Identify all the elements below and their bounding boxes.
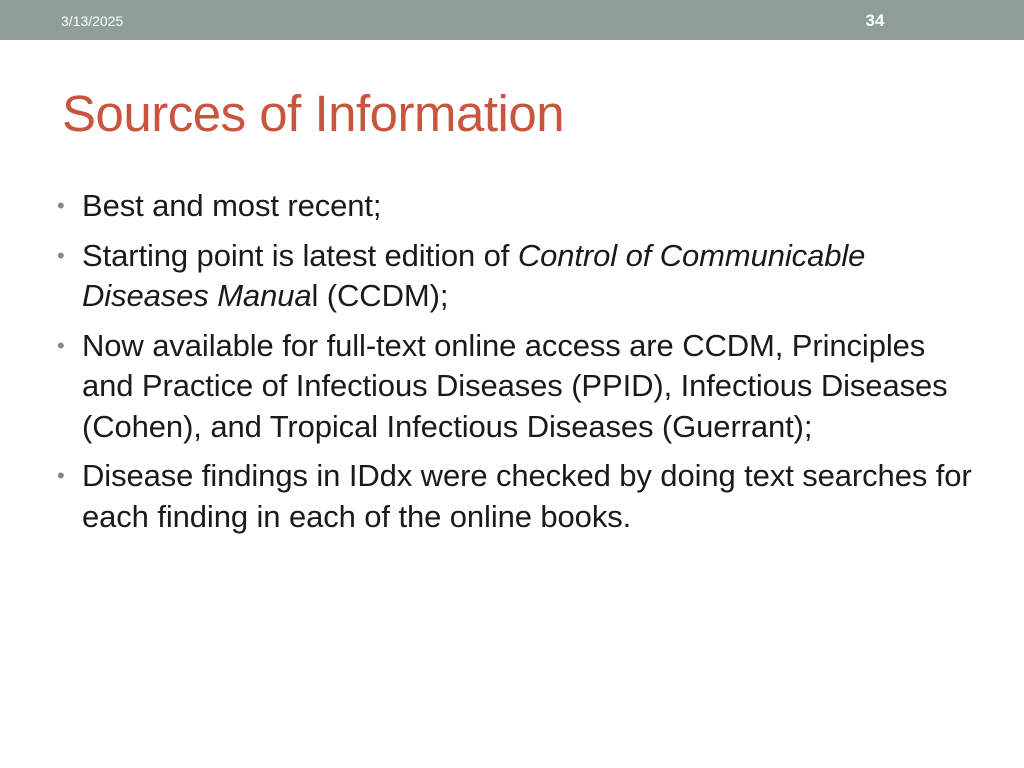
bullet-item [57, 236, 982, 317]
slide-number: 34 [865, 11, 885, 30]
header-bar [0, 0, 1024, 40]
bullet-text-part: l (CCDM); [311, 278, 449, 313]
slide-date: 3/13/2025 [61, 13, 124, 29]
bullet-text: Disease findings in IDdx were checked by doing text searches for each finding in each of the online books. [82, 458, 972, 534]
bullet-dot-icon: • [57, 193, 65, 218]
bullet-text: Best and most recent; [82, 188, 382, 223]
bullet-dot-icon: • [57, 332, 65, 358]
bullet-dot-icon: • [57, 242, 65, 268]
bullet-item [57, 326, 982, 448]
bullet-item [57, 456, 982, 537]
bullet-text-part: Starting point is latest edition of [82, 237, 518, 273]
bullet-dot-icon: • [57, 463, 65, 488]
slide-title: Sources of Information [62, 85, 565, 142]
bullet-list [57, 186, 982, 546]
bullet-item [57, 186, 982, 227]
book-title-italic: Control of Communicable [517, 237, 866, 273]
book-title-italic: Diseases Manua [82, 278, 312, 313]
bullet-text: Now available for full-text online access are CCDM, Principles and Practice of Infectious Diseases (PPID), Infectious Diseases (Cohen), and Tropical Infectious Diseases (Guerrant); [82, 327, 948, 444]
